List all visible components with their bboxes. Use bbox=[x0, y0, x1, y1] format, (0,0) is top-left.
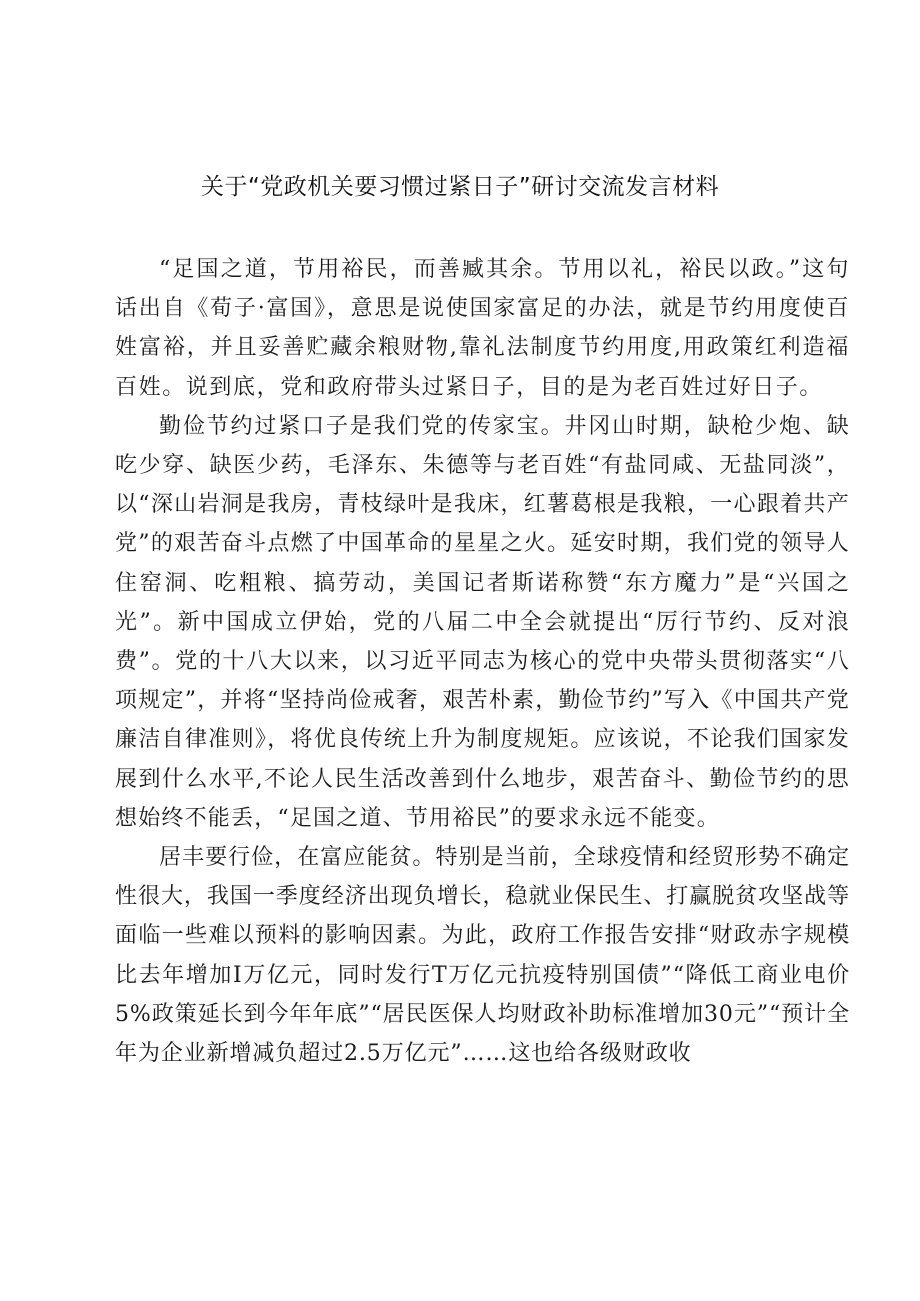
document-title: 关于“党政机关要习惯过紧日子”研讨交流发言材料 bbox=[200, 174, 720, 200]
document-body bbox=[115, 250, 850, 1073]
paragraph-2: 勤俭节约过紧口子是我们党的传家宝。井冈山时期，缺枪少炮、缺吃少穿、缺医少药，毛泽东、朱德等与老百姓“有盐同咸、无盐同淡”，以“深山岩洞是我房，青枝绿叶是我床，红薯葛根是我粮，一心跟着共产党”的艰苦奋斗点燃了中国革命的星星之火。延安时期，我们党的领导人住窑洞、吃粗粮、搞劳动，美国记者斯诺称赞“东方魔力”是“兴国之光”。新中国成立伊始，党的八届二中全会就提出“厉行节约、反对浪费”。党的十八大以来，以习近平同志为核心的党中央带头贯彻落实“八项规定”，并将“坚持尚俭戒奢，艰苦朴素，勤俭节约”写入《中国共产党廉洁自律准则》，将优良传统上升为制度规矩。应该说，不论我们国家发展到什么水平,不论人民生活改善到什么地步，艰苦奋斗、勤俭节约的思想始终不能丢，“足国之道、节用裕民”的要求永远不能变。 bbox=[115, 413, 850, 831]
paragraph-3: 居丰要行俭，在富应能贫。特别是当前，全球疫情和经贸形势不确定性很大，我国一季度经济出现负增长，稳就业保民生、打赢脱贫攻坚战等面临一些难以预料的影响因素。为此，政府工作报告安排“财政赤字规模比去年增加I万亿元，同时发行T万亿元抗疫特别国债”“降低工商业电价5%政策延长到今年年底”“居民医保人均财政补助标准增加30元”“预计全年为企业新增减负超过2.5万亿元”……这也给各级财政收 bbox=[115, 845, 850, 1067]
paragraph-1: “足国之道，节用裕民，而善臧其余。节用以礼，裕民以政。”这句话出自《荀子·富国》，意思是说使国家富足的办法，就是节约用度使百姓富裕，并且妥善贮藏余粮财物,靠礼法制度节约用度,用政策红利造福百姓。说到底，党和政府带头过紧日子，目的是为老百姓过好日子。 bbox=[115, 257, 850, 400]
